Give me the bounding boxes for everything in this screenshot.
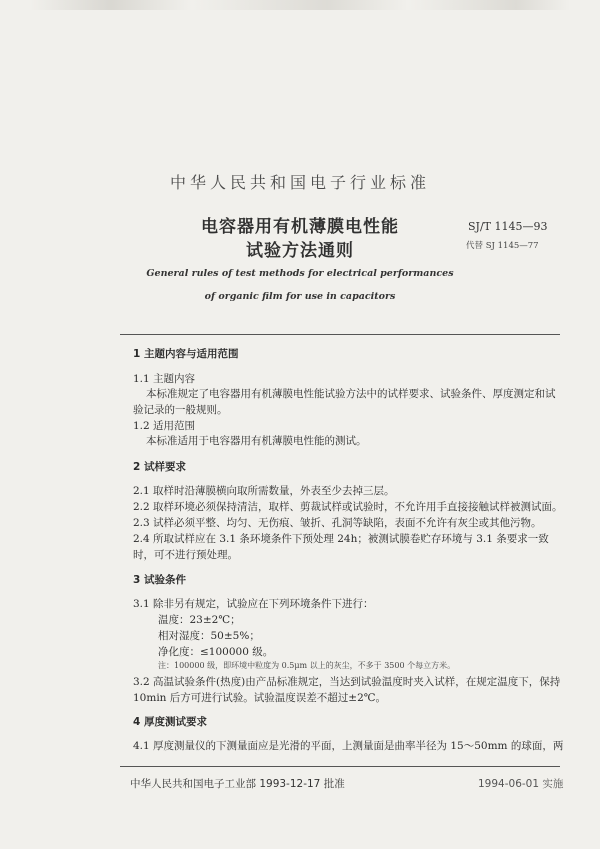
approval-statement: 中华人民共和国电子工业部 1993-12-17 批准	[130, 778, 345, 790]
clause-1-1-text-cont: 验记录的一般规则。	[133, 404, 228, 416]
condition-humidity: 相对湿度：50±5%；	[158, 630, 260, 642]
header-divider	[120, 334, 560, 335]
standard-code: SJ/T 1145—93	[468, 220, 548, 233]
clause-1-2-title: 1.2 适用范围	[133, 420, 196, 432]
section-3-heading: 3 试验条件	[133, 574, 186, 586]
scan-artifact	[30, 0, 570, 10]
footer-divider	[120, 766, 560, 767]
clause-2-1: 2.1 取样时沿薄膜横向取所需数量，外表至少去掉三层。	[133, 485, 395, 497]
clause-2-4: 2.4 所取试样应在 3.1 条环境条件下预处理 24h；被测试膜卷贮存环境与 3.1 条要求一致	[133, 533, 549, 545]
clause-4-1: 4.1 厚度测量仪的下测量面应是光滑的平面，上测量面是曲率半径为 15～50mm 的球面，两	[133, 740, 564, 752]
standard-category-title: 中华人民共和国电子行业标准	[169, 173, 430, 192]
section-1-heading: 1 主题内容与适用范围	[133, 348, 239, 360]
clause-3-1-note: 注：100000 级，即环境中粒度为 0.5μm 以上的灰尘，不多于 3500 个每立方米。	[158, 661, 456, 670]
replaces-standard: 代替 SJ 1145—77	[466, 241, 539, 251]
clause-1-1-title: 1.1 主题内容	[133, 373, 196, 385]
condition-cleanliness: 净化度：≤100000 级。	[158, 646, 274, 658]
section-4-heading: 4 厚度测试要求	[133, 716, 207, 728]
clause-3-2: 3.2 高温试验条件(热度)由产品标准规定，当达到试验温度时夹入试样，在规定温度下，保持	[133, 676, 561, 688]
clause-2-4-cont: 时，可不进行预处理。	[133, 549, 238, 561]
clause-1-2-text: 本标准适用于电容器用有机薄膜电性能的测试。	[146, 435, 367, 447]
english-title-line1: General rules of test methods for electrical performances	[146, 268, 454, 279]
clause-2-2: 2.2 取样环境必须保持清洁，取样、剪裁试样或试验时，不允许用手直接接触试样被测试面。	[133, 501, 563, 513]
english-title-line2: of organic film for use in capacitors	[204, 291, 396, 302]
clause-3-2-cont: 10min 后方可进行试验。试验温度误差不超过±2℃。	[133, 692, 386, 704]
clause-3-1: 3.1 除非另有规定，试验应在下列环境条件下进行：	[133, 598, 374, 610]
clause-2-3: 2.3 试样必须平整、均匀、无伤痕、皱折、孔洞等缺陷，表面不允许有灰尘或其他污物。	[133, 517, 542, 529]
condition-temperature: 温度：23±2℃；	[158, 614, 241, 626]
clause-1-1-text: 本标准规定了电容器用有机薄膜电性能试验方法中的试样要求、试验条件、厚度测定和试	[146, 388, 556, 400]
section-2-heading: 2 试样要求	[133, 461, 186, 473]
document-title-line2: 试验方法通则	[246, 241, 354, 261]
implementation-date: 1994-06-01 实施	[478, 778, 564, 790]
document-title-line1: 电容器用有机薄膜电性能	[201, 217, 399, 237]
